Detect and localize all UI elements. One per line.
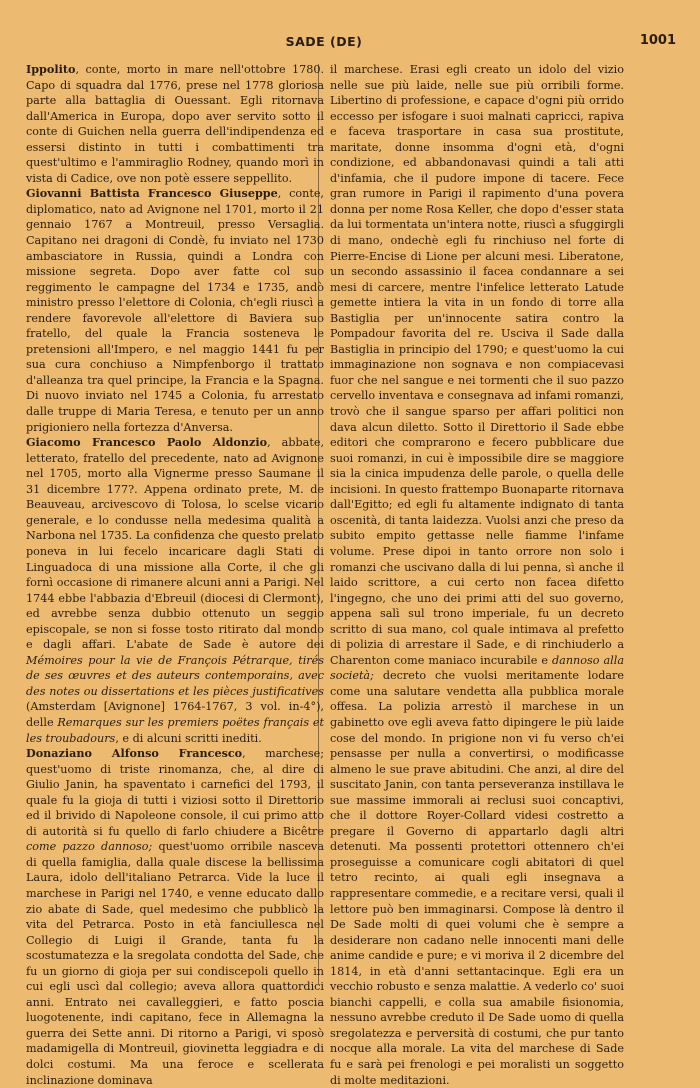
running-header: [24, 32, 676, 52]
entry-name: Giovanni Battista Francesco Giuseppe: [26, 186, 278, 201]
entry-text: quest'uomo orribile nasceva di quella famiglia, dalla quale discese la bellissima Laura, idolo dell'italiano Petrarca. Vide la luce il marchese in Parigi nel 1740, e venne educato dallo zio abate di Sade, quel medesimo che pubblicò la vita del Petrarca. Posto in età fanciullesca nel Collegio di Luigi il Grande, tanta fu la scostumatezza e la sregolata condotta del Sade, che fu un giorno di gioja per sui condiscepoli quello in cui egli uscì dal collegio; aveva allora quattordici anni. Entrato nei cavalleggieri, e fatto poscia luogotenente, indi capitano, fece in Allemagna la guerra dei Sette anni. Di ritorno a Parigi, vi sposò madamigella di Montreuil, giovinetta leggiadra e di dolci costumi. Ma una feroce e scellerata inclinazione dominava: [26, 840, 324, 1087]
entry-italic: come pazzo dannoso;: [26, 840, 153, 854]
entry-text: , e di alcuni scritti inediti.: [115, 731, 262, 745]
entry-giacomo-francesco: [26, 435, 324, 746]
entry-donaziano-alfonso: [26, 746, 324, 1088]
entry-text: (Amsterdam [Avignone] 1764-1767, 3 vol. in-4°), delle: [26, 700, 324, 729]
entry-italic: Mémoires pour la vie de François Pétrarque, tirés de ses œuvres et des auteurs contemporains, avec des notes ou dissertations et les pièces justificatives: [26, 653, 324, 698]
entry-italic: Remarques sur les premiers poëtes français et les troubadours: [26, 715, 324, 745]
entry-text: , abbate, letterato, fratello del precedente, nato ad Avignone nel 1705, morto alla Vignerme presso Saumane il 31 dicembre 177?. Appena ordinato prete, M. de Beauveau, arcivescovo di Tolosa, lo scelse vicario generale, e lo condusse nella medesima qualità a Narbona nel 1735. La confidenza che questo prelato poneva in lui fecelo incaricare dagli Stati di Linguadoca di una missione alla Corte, il che gli fornì occasione di rimanere alcuni anni a Parigi. Nel 1744 ebbe l'abbazia d'Ebreuil (diocesi di Clermont), ed avrebbe senza dubbio ottenuto un seggio episcopale, se non si fosse tosto ritirato dal mondo e dagli affari. L'abate de Sade è autore dei: [26, 436, 324, 652]
entry-text: decreto che vuolsi meritamente lodare come una salutare vendetta alla pubblica morale offesa. La polizia arrestò il marchese in un gabinetto ove egli aveva fatto dipingere le più laide cose del mondo. In prigione non vi fu verso ch'ei pensasse per nulla a convertirsi, o modificasse almeno le sue prave abitudini. Che anzi, al dire del suscitato Janin, con tanta perseveranza instillava le sue massime immorali ai reclusi suoi concaptivi, che il dottore Royer-Collard videsi costretto a pregare il Governo di appartarlo dagli altri detenuti. Ma possenti protettori ottennero ch'ei proseguisse a comunicare cogli abitatori di quel tetro recinto, ai quali egli insegnava a rappresentare commedie, e a recitare versi, quali il lettore può ben immaginarsi. Compose là dentro il De Sade molti di quei volumi che è sempre a desiderare non cadano nelle innocenti mani delle anime candide e pure; e vi moriva il 2 dicembre del 1814, in età d'anni settantacinque. Egli era un vecchio robusto e senza malattie. A vederlo co' suoi bianchi cappelli, e colla sua amabile fisionomia, nessuno avrebbe creduto il De Sade uomo di quella sregolatezza e perversità di costumi, che pur tanto nocque alla morale. La vita del marchese di Sade fu e sarà pei frenologi e pei moralisti un soggetto di molte meditazioni.: [330, 669, 624, 1087]
entry-name: Giacomo Francesco Paolo Aldonzio: [26, 435, 268, 450]
page-title: SADE (DE): [285, 34, 363, 49]
entry-text: , marchese; quest'uomo di triste rinomanza, che, al dire di Giulio Janin, ha spaventato i carnefici del 1793, il quale fu la gioja di tutti i viziosi sotto il Direttorio ed il brivido di Napoleone console, il cui primo atto di autorità si fu quello di farlo chiudere a Bicêtre: [26, 747, 324, 838]
entry-text: il marchese. Erasi egli creato un idolo del vizio nelle sue più laide, nelle sue più orribili forme. Libertino di professione, e capace d'ogni più orrido eccesso per isfogare i suoi malnati capricci, rapiva e faceva trasportare in casa sua prostitute, maritate, donne insomma d'ogni età, d'ogni condizione, ed abbandonavasi quindi a tali atti d'infamia, che il pudore impone di tacere. Fece gran rumore in Parigi il rapimento d'una povera donna per nome Rosa Keller, che dopo d'esser stata da lui tormentata un'intera notte, riuscì a sfuggirgli di mano, ondechè egli fu rinchiuso nel forte di Pierre-Encise di Lione per alcuni mesi. Liberatone, un secondo assassinio il facea condannare a sei mesi di carcere, mentre l'infelice letterato Latude gemette intiera la vita in un fondo di torre alla Bastiglia per un'innocente satira contro la Pompadour favorita del re. Usciva il Sade dalla Bastiglia in principio del 1790; e quest'uomo la cui immaginazione non sognava e non compiacevasi fuor che nel sangue e nei tormenti che il suo pazzo cervello inventava e consegnava ad infami romanzi, trovò che il sangue sparso per affari politici non dava alcun diletto. Sotto il Direttorio il Sade ebbe editori che comprarono e fecero pubblicare due suoi romanzi, in cui è impossibile dire se maggiore sia la cinica impudenza delle parole, o quella delle incisioni. In questo frattempo Buonaparte ritornava dall'Egitto; ed egli fu altamente indignato di tanta oscenità, di tanta laidezza. Vuolsi anzi che preso da subito empito gettasse nelle fiamme l'infame volume. Prese dipoi in tanto orrore non solo i romanzi che uscivano dalla di lui penna, sì anche il laido scrittore, a cui certo non facea difetto l'ingegno, che uno dei primi atti del suo governo, appena salì sul trono imperiale, fu un decreto scritto di sua mano, col quale intimava al prefetto di polizia di arrestare il Sade, e di rinchiuderlo a Charenton come maniaco incurabile e: [330, 63, 624, 667]
entry-name: Donaziano Alfonso Francesco: [26, 746, 243, 761]
entry-giovanni-battista: [26, 186, 324, 435]
entry-text: , conte, morto in mare nell'ottobre 1780. Capo di squadra dal 1776, prese nel 1778 gloriosa parte alla battaglia di Ouessant. Egli ritornava dall'America in Europa, dopo aver servito sotto il conte di Guichen nella guerra dell'indipendenza ed essersi distinto in tutti i combattimenti tra quest'ultimo e l'ammiraglio Rodney, quando morì in vista di Cadice, ove non potè essere seppellito.: [26, 63, 324, 185]
entry-text: , conte, diplomatico, nato ad Avignone nel 1701, morto il 21 gennaio 1767 a Montreuil, presso Versaglia. Capitano nei dragoni di Condè, fu inviato nel 1730 ambasciatore in Russia, quindi a Londra con missione segreta. Dopo aver fatte col suo reggimento le campagne del 1734 e 1735, andò ministro presso l'elettore di Colonia, ch'egli riuscì a rendere favorevole all'elettore di Baviera suo fratello, del quale la Francia sosteneva le pretensioni all'Impero, e nel maggio 1441 fu per sua cura conchiuso a Nimpfenborgo il trattato d'alleanza tra quel principe, la Francia e la Spagna. Di nuovo inviato nel 1745 a Colonia, fu arrestato dalle truppe di Maria Teresa, e tenuto per un anno prigioniero nella fortezza d'Anversa.: [26, 187, 324, 434]
entry-italic: dannoso alla società;: [330, 653, 624, 683]
entry-continuation: [330, 62, 624, 1088]
page-number: 1001: [639, 33, 676, 48]
entry-name: Ippolito: [26, 62, 76, 76]
left-column: [26, 62, 324, 1087]
entry-ippolito: [26, 62, 324, 186]
right-column: [330, 62, 624, 1087]
